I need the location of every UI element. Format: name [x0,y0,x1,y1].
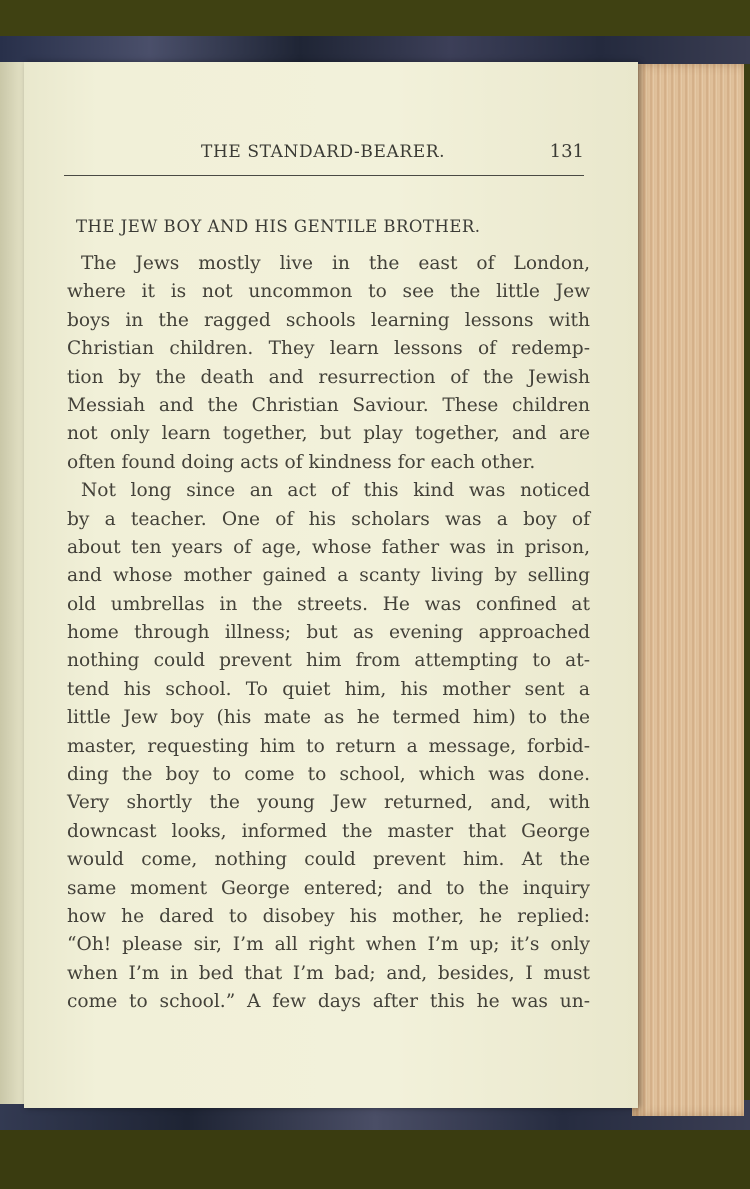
text-line: by a teacher. One of his scholars was a boy of [67,508,590,530]
page-number: 131 [549,141,584,162]
text-line: how he dared to disobey his mother, he replied: [67,905,590,927]
text-line: downcast looks, informed the master that George [67,820,590,842]
background-top [0,0,750,40]
text-line: often found doing acts of kindness for each other. [67,451,536,473]
text-line: The Jews mostly live in the east of London, [81,253,590,274]
text-line: when I’m in bed that I’m bad; and, besides, I must [67,962,590,984]
text-line: Not long since an act of this kind was noticed [81,480,590,502]
text-line: home through illness; but as evening approached [67,622,590,644]
background-bottom [0,1125,750,1189]
page-block-edge [632,64,744,1116]
text-line: little Jew boy (his mate as he termed him) to the [67,707,590,729]
text-line: and whose mother gained a scanty living by selling [67,565,590,587]
text-line: boys in the ragged schools learning lessons with [67,309,590,331]
text-line: “Oh! please sir, I’m all right when I’m up; it’s only [67,934,590,956]
book-cover-edge-top [0,36,750,64]
text-line: master, requesting him to return a message, forbid- [67,735,590,757]
text-line: tion by the death and resurrection of the Jewish [67,366,590,388]
text-line: same moment George entered; and to the inquiry [67,877,590,899]
running-head [64,142,584,172]
text-line: not only learn together, but play together, and are [67,423,590,445]
text-line: would come, nothing could prevent him. At the [67,849,590,871]
book-page [24,62,638,1108]
text-line: Very shortly the young Jew returned, and, with [67,792,590,814]
text-line: where it is not uncommon to see the little Jew [67,281,590,303]
running-title: THE STANDARD-BEARER. [201,142,446,162]
header-rule [64,175,584,176]
body-text [67,250,590,1017]
text-line: about ten years of age, whose father was in prison, [67,536,590,558]
text-line: old umbrellas in the streets. He was confined at [67,593,590,615]
text-line: come to school.” A few days after this he was un- [67,991,590,1013]
text-line: Christian children. They learn lessons of redemp- [67,338,590,360]
text-line: tend his school. To quiet him, his mother sent a [67,678,590,700]
chapter-title: THE JEW BOY AND HIS GENTILE BROTHER. [76,217,481,236]
text-line: Messiah and the Christian Saviour. These children [67,394,590,416]
text-line: ding the boy to come to school, which was done. [67,764,590,786]
text-line: nothing could prevent him from attempting to at- [67,650,590,672]
